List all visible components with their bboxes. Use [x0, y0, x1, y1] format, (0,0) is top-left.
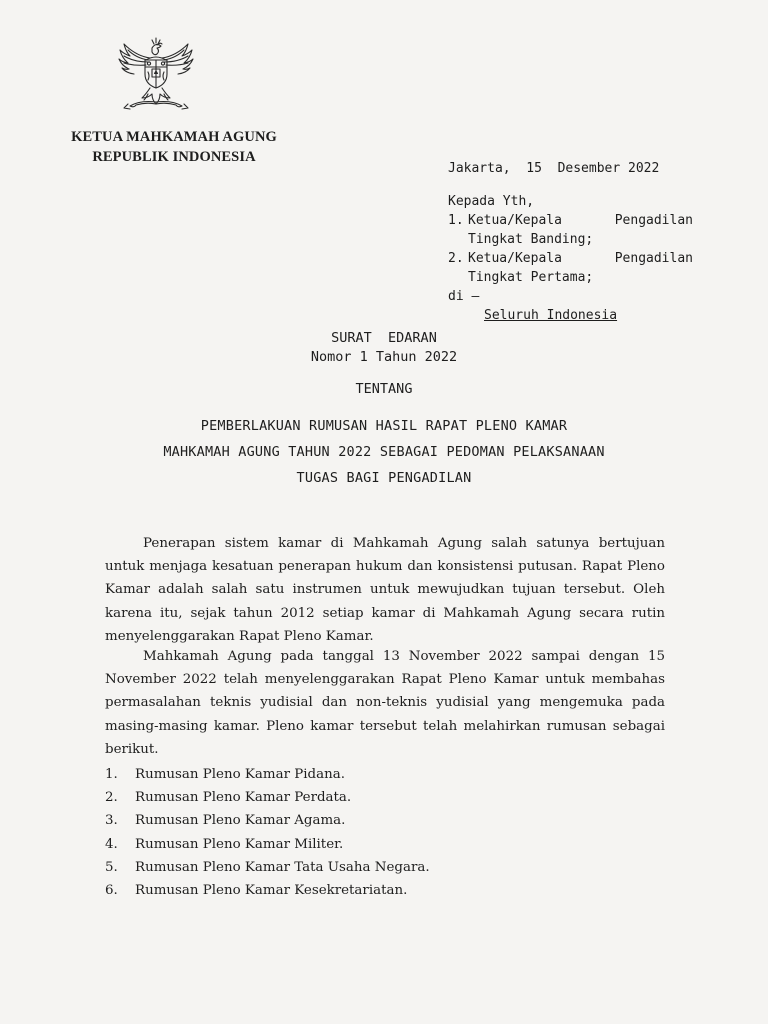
subject-line-3: TUGAS BAGI PENGADILAN	[296, 470, 472, 486]
issuer-line-1: KETUA MAHKAMAH AGUNG	[71, 129, 277, 145]
list-item	[105, 833, 665, 856]
list-item-text: Rumusan Pleno Kamar Militer.	[135, 836, 344, 852]
list-item-text: Rumusan Pleno Kamar Kesekretariatan.	[135, 883, 408, 899]
list-item	[105, 879, 665, 902]
recipient-institution: Pengadilan	[614, 213, 693, 228]
recipient-item	[448, 249, 693, 287]
document-title	[0, 329, 768, 367]
body-paragraph-2: Mahkamah Agung pada tanggal 13 November 2022 sampai dengan 15 November 2022 telah menyelenggarakan Rapat Pleno Kamar untuk membahas permasalahan teknis yudisial dan non-teknis yudisial yang mengemuka pada masing-masing kamar. Pleno kamar tersebut telah melahirkan rumusan sebagai berikut.	[105, 649, 665, 757]
issuer-line-2: REPUBLIK INDONESIA	[92, 149, 256, 165]
garuda-emblem-icon	[112, 36, 200, 116]
rumusan-list	[105, 763, 665, 902]
list-item-number: 1.	[105, 767, 118, 782]
list-item-number: 4.	[105, 836, 118, 852]
date-line: Jakarta, 15 Desember 2022	[448, 161, 660, 176]
recipient-number: 1.	[448, 213, 464, 228]
recipient-level: Tingkat Banding;	[468, 232, 594, 247]
recipients-destination: Seluruh Indonesia	[484, 308, 618, 323]
subject-line-2: MAHKAMAH AGUNG TAHUN 2022 SEBAGAI PEDOMAN PELAKSANAAN	[163, 444, 605, 460]
subject-line-1: PEMBERLAKUAN RUMUSAN HASIL RAPAT PLENO KAMAR	[200, 418, 568, 434]
recipient-level: Tingkat Pertama;	[468, 270, 594, 285]
title-line-1: SURAT EDARAN	[331, 330, 437, 346]
recipients-block	[448, 192, 693, 325]
list-item	[105, 856, 665, 879]
list-item-text: Rumusan Pleno Kamar Agama.	[135, 813, 346, 829]
recipient-institution: Pengadilan	[614, 251, 693, 266]
list-item-text: Rumusan Pleno Kamar Perdata.	[135, 790, 352, 806]
tentang-heading: TENTANG	[355, 381, 413, 397]
recipient-role: Ketua/Kepala	[468, 251, 562, 266]
list-item-number: 6.	[105, 883, 118, 899]
list-item-text: Rumusan Pleno Kamar Pidana.	[135, 767, 345, 782]
list-item	[105, 809, 665, 832]
title-line-2: Nomor 1 Tahun 2022	[310, 349, 458, 365]
body-paragraph-1: Penerapan sistem kamar di Mahkamah Agung salah satunya bertujuan untuk menjaga kesatuan penerapan hukum dan konsistensi putusan. Rapat Pleno Kamar adalah salah satu instrumen untuk mewujudkan tujuan tersebut. Oleh karena itu, sejak tahun 2012 setiap kamar di Mahkamah Agung secara rutin menyelenggarakan Rapat Pleno Kamar.	[105, 536, 665, 644]
recipient-role: Ketua/Kepala	[468, 213, 562, 228]
list-item-number: 5.	[105, 859, 118, 875]
recipient-item	[448, 211, 693, 249]
recipient-number: 2.	[448, 251, 464, 266]
list-item-text: Rumusan Pleno Kamar Tata Usaha Negara.	[135, 859, 430, 875]
recipients-intro: Kepada Yth,	[448, 194, 535, 209]
list-item	[105, 763, 665, 786]
recipients-di: di –	[448, 289, 480, 304]
list-item	[105, 786, 665, 809]
issuer-heading	[54, 127, 294, 167]
list-item-number: 2.	[105, 790, 118, 806]
list-item-number: 3.	[105, 813, 118, 829]
document-subject	[60, 413, 708, 491]
